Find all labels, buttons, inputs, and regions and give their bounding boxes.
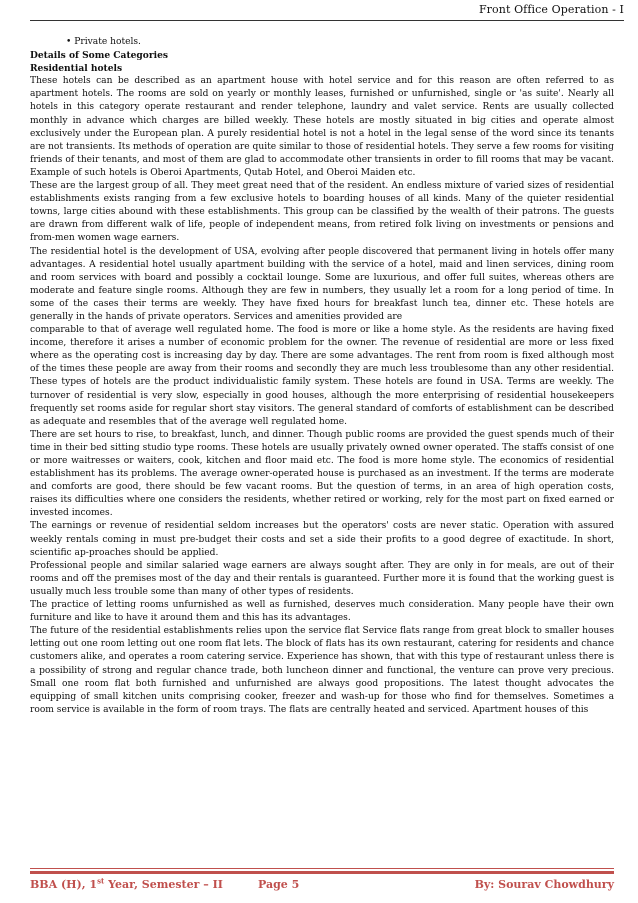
bullet-item: • Private hotels.	[66, 37, 141, 47]
paragraph: Professional people and similar salaried wage earners are always sought after. They are only in for meals, are out of their rooms and off the premises most of the day and their rentals is guaranteed. Further more it is found that the working guest is usually much less trouble some than many of other types of residents.	[30, 560, 614, 597]
page-footer	[30, 868, 614, 896]
header-title: Front Office Operation - I	[478, 3, 624, 16]
paragraph: The residential hotel is the development of USA, evolving after people discovered that permanent living in hotels offer many advantages. A residential hotel usually apartment building with the service of a hotel, maid and linen services, dining room and room services with board and possibly a cocktail lounge. Some are luxurious, and offer full suites, whereas others are moderate and feature single rooms. Although they are few in numbers, they usually let a room for a long period of time. In some of the cases their terms are weekly. They have fixed hours for breakfast lunch tea, dinner etc. These hotels are generally in the hands of private operators. Services and amenities provided are	[30, 246, 614, 322]
header-rule	[30, 20, 624, 21]
page-header	[0, 0, 638, 22]
paragraph: comparable to that of average well regulated home. The food is more or like a home style. As the residents are having fixed income, therefore it arises a number of economic problem for the owner. The revenue of residential are more or less fixed where as the operating cost is increasing day by day. There are some advantages. The rent from room is fixed although most of the times these people are away from their rooms and secondly they are much less troublesome than any other residential. These types of hotels are the product individualistic family system. These hotels are found in USA. Terms are weekly. The turnover of residential is very slow, especially in good houses, although the more enterprising of residential housekeepers frequently set rooms aside for regular short stay visitors. The general standard of comforts of establishment can be described as adequate and resembles that of the average well regulated home.	[30, 325, 614, 427]
paragraph: There are set hours to rise, to breakfast, lunch, and dinner. Though public rooms are provided the guest spends much of their time in their bed sitting studio type rooms. These hotels are usually privately owned owner operated. The staffs consist of one or more waitresses or waiters, cook, kitchen and floor maid etc. The food is more home style. The economics of residential establishment has its problems. The average owner-operated house is purchased as an investment. If the terms are moderate and comforts are good, there should be few vacant rooms. But the question of terms, in an area of high operation costs, raises its difficulties where one considers the residents, whether retired or working, rely for the most part on fixed earned or invested incomes.	[30, 429, 614, 519]
footer-course-sup: st	[97, 876, 105, 886]
footer-course	[30, 878, 223, 891]
paragraph: The future of the residential establishments relies upon the service flat Service flats range from great block to smaller houses letting out one room letting out one room flat lets. The block of flats has its own restaurant, catering for residents and chance customers alike, and operates a room catering service. Experience has shown, that with this type of restaurant unless there is a possibility of strong and regular chance trade, both luncheon dinner and functional, the venture can prove very precious. Small one room flat both furnished and unfurnished are always good propositions. The latest thought advocates the equipping of small kitchen units comprising cooker, freezer and wash-up for those who find for themselves. Sometimes a room service is available in the form of room trays. The flats are centrally heated and serviced. Apartment houses of this	[30, 626, 614, 715]
paragraph: These are the largest group of all. They meet great need that of the resident. An endless mixture of varied sizes of residential establishments exists ranging from a few exclusive hotels to boarding houses of all kinds. Many of the quieter residential towns, large cities abound with these establishments. This group can be classified by the wealth of their patrons. The guests are drawn from different walk of life, people of independent means, from retired folk living on investments or pensions and from-men women wage earners.	[30, 181, 614, 244]
paragraph: The practice of letting rooms unfurnished as well as furnished, deserves much consideration. Many people have their own furniture and like to have it around them and this has its advantages.	[30, 600, 614, 624]
paragraph: The earnings or revenue of residential seldom increases but the operators' costs are never static. Operation with assured weekly rentals coming in must pre-budget their costs and set a side their profits to a good degree of exactitude. In short, scientific ap-proaches should be applied.	[30, 521, 614, 558]
paragraph: These hotels can be described as an apartment house with hotel service and for this reason are often referred to as apartment hotels. The rooms are sold on yearly or monthly leases, furnished or unfurnished, single or 'as suite'. Nearly all hotels in this category operate restaurant and render telephone, laundry and valet service. Rents are usually collected monthly in advance which charges are billed weekly. These hotels are mostly situated in big cities and operate almost exclusively under the European plan. A purely residential hotel is not a hotel in the legal sense of the word since its tenants are not transients. Its methods of operation are quite similar to those of residential hotels. They serve a few rooms for visiting friends of their tenants, and most of them are glad to accommodate other transients in order to fill rooms that may be vacant. Example of such hotels is Oberoi Apartments, Qutab Hotel, and Oberoi Maiden etc.	[30, 76, 614, 178]
page-body	[30, 36, 614, 717]
section-heading: Details of Some Categories	[30, 50, 169, 62]
footer-course-suffix: Year, Semester – II	[104, 878, 223, 891]
footer-author: By: Sourav Chowdhury	[474, 878, 614, 891]
sub-heading: Residential hotels	[30, 63, 123, 75]
footer-course-prefix: BBA (H), 1	[30, 878, 98, 891]
footer-rule-thin	[30, 868, 614, 869]
footer-page-number: Page 5	[258, 878, 300, 891]
footer-rule-thick	[30, 871, 614, 874]
